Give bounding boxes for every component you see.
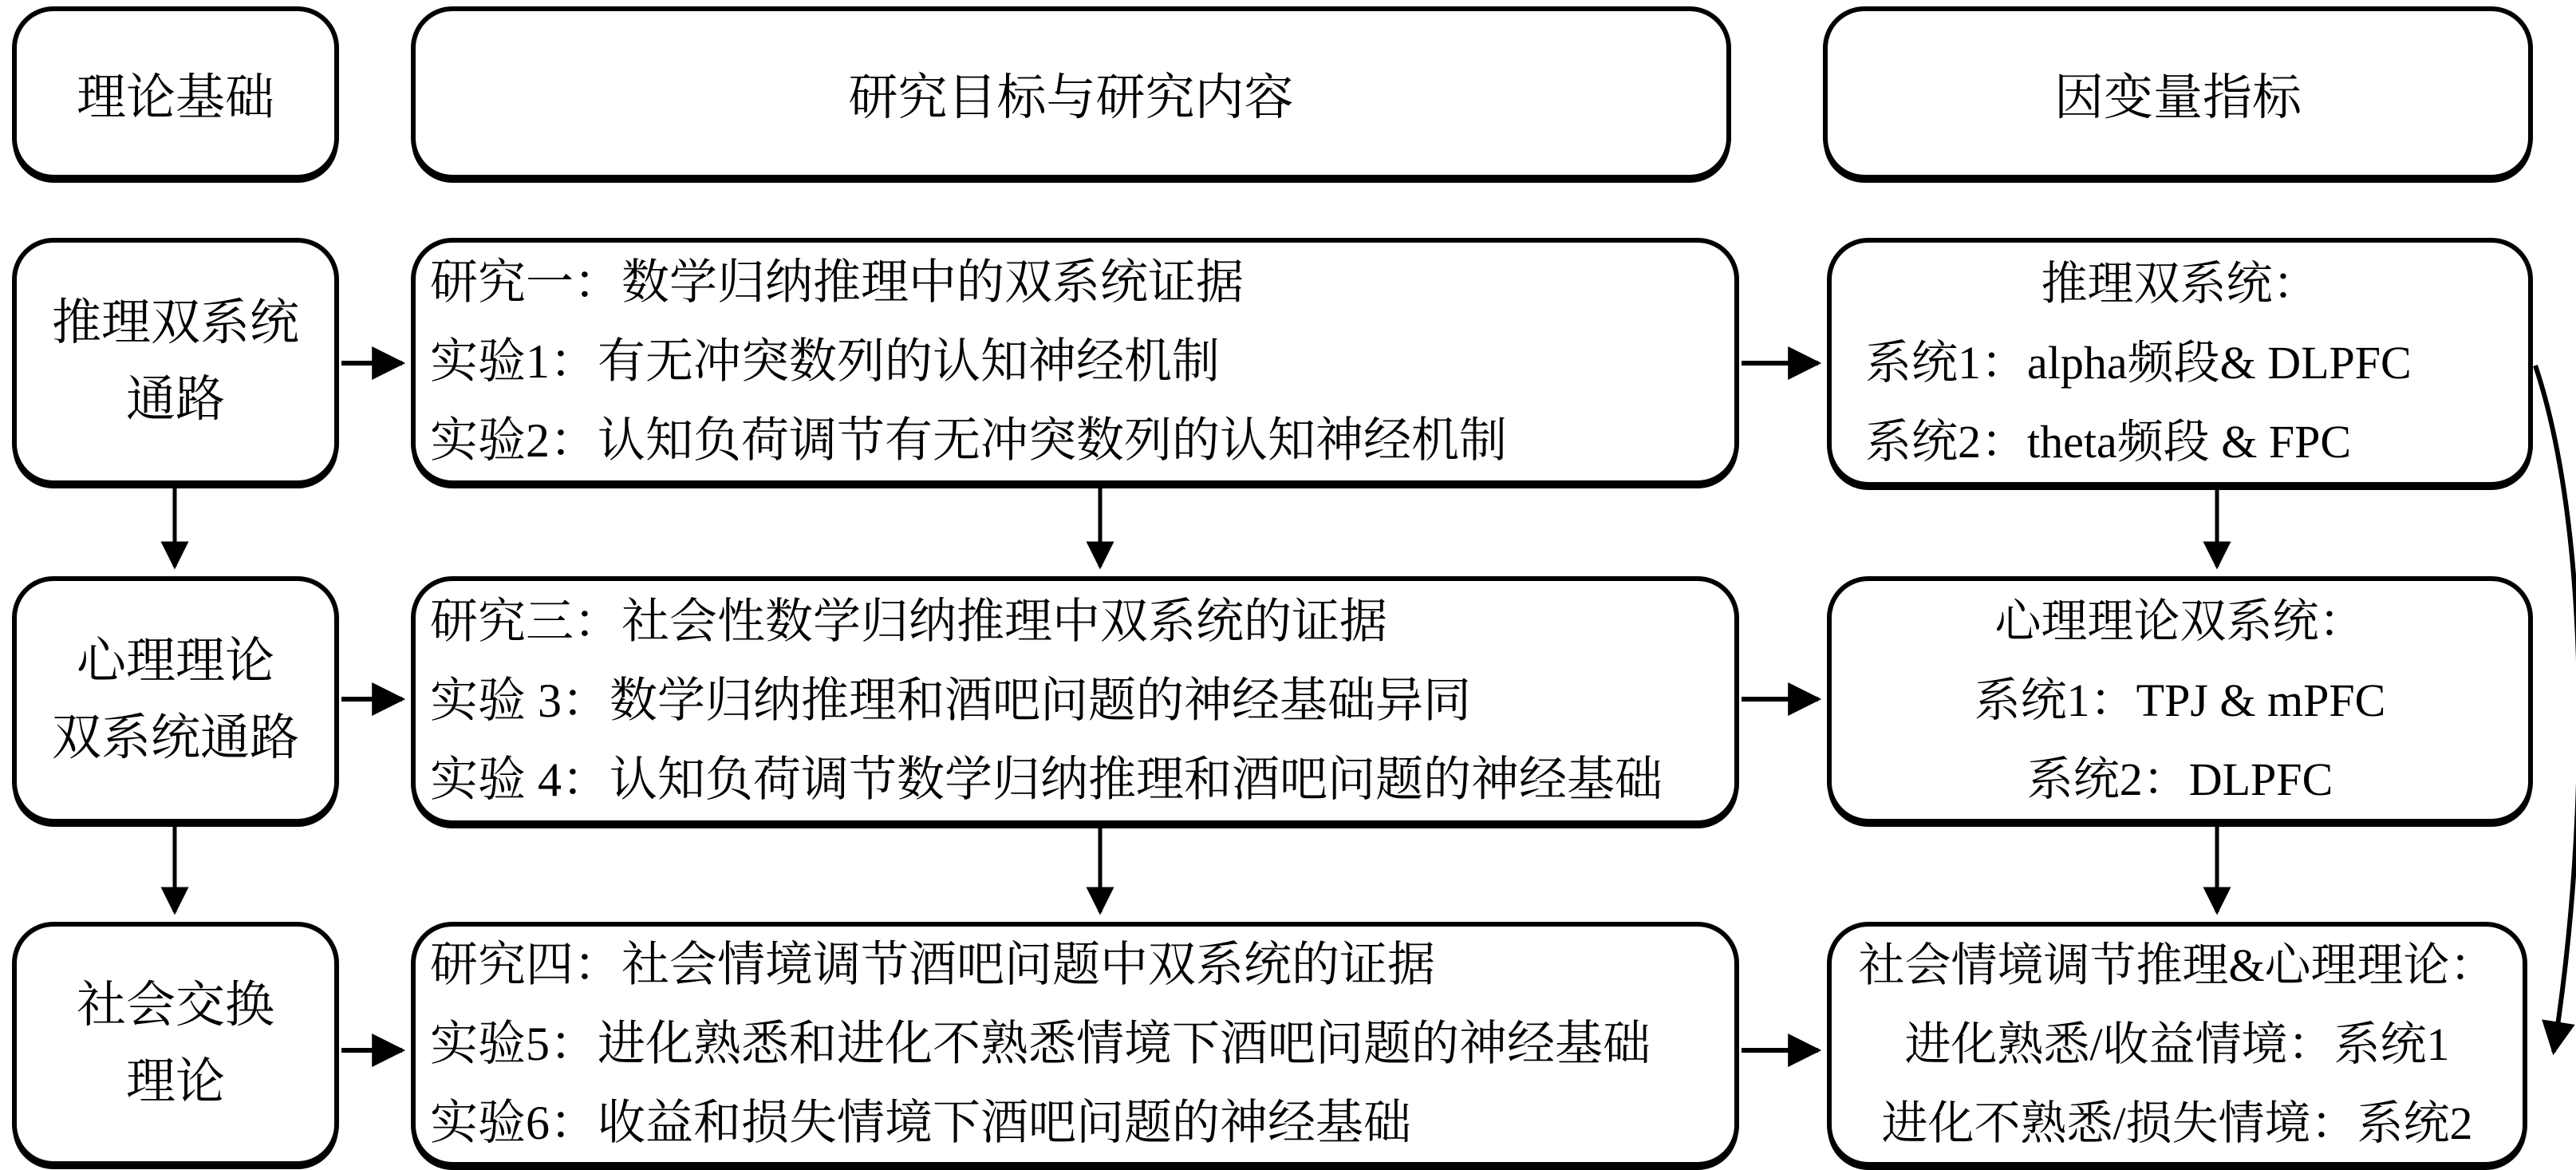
theory-box-line: 通路 [125, 373, 225, 427]
header-theory-basis [12, 6, 339, 180]
experiment-line: 实验1：有无冲突数列的认知神经机制 [430, 334, 1220, 388]
experiment-line: 实验6：收益和损失情境下酒吧问题的神经基础 [430, 1097, 1411, 1149]
study-title: 研究四：社会情境调节酒吧问题中双系统的证据 [430, 939, 1435, 991]
outcome-title: 心理理论双系统： [1994, 595, 2365, 647]
study-title: 研究一：数学归纳推理中的双系统证据 [430, 255, 1244, 309]
study-title: 研究三：社会性数学归纳推理中双系统的证据 [430, 595, 1387, 648]
header-research-goals-label: 研究目标与研究内容 [848, 71, 1294, 125]
outcome-line: 系统2：DLPFC [2026, 753, 2333, 805]
outcome-line: 系统1：alpha频段& DLPFC [1865, 336, 2412, 389]
outcome-box-tom-dual-system [1827, 576, 2533, 824]
experiment-line: 实验 3：数学归纳推理和酒吧问题的神经基础异同 [430, 674, 1471, 727]
theory-box-line: 推理双系统 [51, 296, 299, 350]
experiment-line: 实验2：认知负荷调节有无冲突数列的认知神经机制 [430, 413, 1507, 467]
theory-box-line: 社会交换 [76, 978, 274, 1033]
header-research-goals [411, 6, 1731, 180]
theory-box-line: 心理理论 [76, 634, 274, 689]
theory-box-dual-system-reasoning [12, 238, 339, 485]
arrow-outcome1-to-outcome3-curve [2535, 366, 2576, 1052]
outcome-box-social-context-modulation [1827, 922, 2527, 1167]
content-box-study3 [411, 576, 1739, 825]
outcome-box-reasoning-dual-system [1827, 238, 2533, 487]
theory-box-social-exchange [12, 922, 339, 1166]
outcome-line: 系统2：theta频段 & FPC [1865, 415, 2352, 468]
outcome-line: 系统1：TPJ & mPFC [1974, 674, 2386, 726]
theory-box-theory-of-mind [12, 576, 339, 824]
header-dependent-variables-label: 因变量指标 [2053, 71, 2302, 125]
outcome-title: 推理双系统： [2041, 257, 2319, 310]
header-dependent-variables [1823, 6, 2533, 180]
content-box-study4 [411, 922, 1739, 1167]
experiment-line: 实验5：进化熟悉和进化不熟悉情境下酒吧问题的神经基础 [430, 1018, 1651, 1070]
outcome-line: 进化不熟悉/损失情境：系统2 [1881, 1097, 2473, 1149]
content-box-study1 [411, 238, 1739, 485]
outcome-line: 进化熟悉/收益情境：系统1 [1904, 1018, 2450, 1070]
experiment-line: 实验 4：认知负荷调节数学归纳推理和酒吧问题的神经基础 [430, 753, 1663, 806]
theory-box-line: 双系统通路 [51, 711, 299, 765]
outcome-title: 社会情境调节推理&心理理论： [1858, 939, 2496, 991]
theory-box-line: 理论 [125, 1055, 225, 1109]
header-theory-basis-label: 理论基础 [76, 71, 274, 125]
